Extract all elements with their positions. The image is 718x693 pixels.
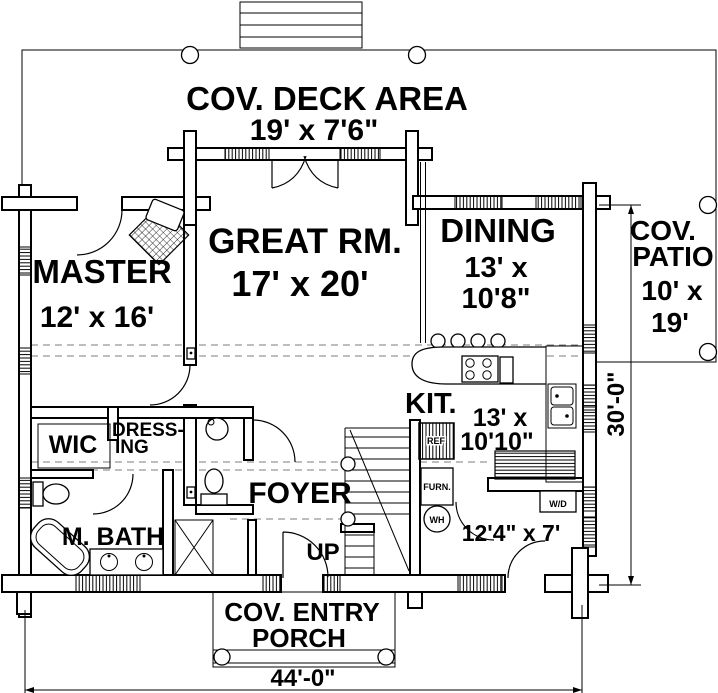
toilet	[33, 482, 69, 506]
vanity	[90, 549, 163, 575]
log-post	[406, 131, 418, 225]
log-end	[572, 548, 588, 618]
wall-master-top	[2, 197, 77, 210]
window	[19, 247, 31, 275]
newel-post	[341, 512, 355, 526]
label-deck-dims: 19' x 7'6"	[249, 114, 379, 147]
door-arc-master	[150, 365, 190, 405]
deck-steps	[240, 2, 362, 48]
window	[583, 325, 596, 353]
bar-stool	[471, 334, 485, 348]
washer-dryer-label: W/D	[549, 499, 567, 509]
window	[76, 575, 140, 592]
window	[19, 478, 31, 508]
door-arc-bath2	[253, 420, 295, 462]
bar-stool	[491, 334, 505, 348]
label-depth-dimension: 30'-0"	[603, 371, 630, 437]
patio-post	[700, 197, 717, 214]
deck-post	[409, 47, 426, 64]
porch-post	[378, 649, 394, 665]
wall-bottom	[2, 575, 281, 592]
dishwasher	[500, 357, 513, 383]
stair-break-line	[350, 430, 409, 571]
label-greatroom-title: GREAT RM.	[208, 222, 402, 261]
window	[583, 517, 596, 547]
window	[583, 385, 596, 407]
wall-bath2-right	[244, 418, 253, 460]
water-heater-label: WH	[429, 515, 445, 525]
window	[583, 487, 596, 511]
window	[458, 575, 502, 592]
label-master-dims: 12' x 16'	[39, 301, 155, 334]
label-foyer: FOYER	[248, 477, 352, 510]
wall-bath2-bottom	[196, 505, 253, 514]
label-patio-line3: 10' x	[641, 275, 703, 306]
labels	[32, 80, 713, 692]
label-up: UP	[306, 539, 340, 566]
log-end	[17, 592, 31, 614]
label-mbath: M. BATH	[61, 523, 165, 551]
label-patio-line1: COV.	[630, 215, 696, 246]
window	[583, 410, 596, 432]
label-patio-line4: 19'	[651, 307, 689, 338]
bar-stool	[451, 334, 465, 348]
label-dressing-line2: ING	[115, 437, 149, 458]
cooktop	[462, 356, 498, 382]
label-patio-line2: PATIO	[632, 241, 714, 272]
porch-post	[214, 649, 230, 665]
window	[225, 148, 269, 160]
window	[455, 196, 502, 209]
label-porch-line1: COV. ENTRY	[224, 597, 380, 627]
wall-greatroom-top	[168, 148, 432, 160]
window-sidelight	[324, 575, 340, 592]
bar-stool	[431, 334, 445, 348]
label-kitchen-title: KIT.	[405, 388, 457, 420]
wall-master-divider	[184, 225, 196, 365]
wall-wic-bottom	[31, 470, 93, 478]
label-mudroom-dims: 12'4" x 7'	[461, 520, 561, 546]
dining-divider-line	[421, 162, 426, 343]
kitchen-sink	[548, 384, 576, 428]
window	[340, 148, 380, 160]
label-wic: WIC	[48, 431, 98, 459]
patio-post	[700, 344, 717, 361]
wall-foyer-left	[248, 520, 256, 575]
label-dining-dims2: 10'8"	[461, 283, 531, 315]
furnace-label: FURN.	[423, 482, 451, 492]
wall-dressing-top	[31, 407, 253, 418]
window-sidelight	[263, 575, 280, 592]
door-arc-mudroom	[508, 541, 545, 578]
label-master-title: MASTER	[32, 253, 172, 290]
label-kitchen-dims2: 10'10"	[460, 428, 534, 456]
deck-post	[182, 47, 199, 64]
wall-kitchen-south	[488, 478, 583, 491]
newel-post	[341, 457, 355, 471]
bath2-toilet	[201, 469, 227, 505]
door-arc-master-entry	[77, 210, 122, 255]
dressing-sink	[206, 418, 228, 440]
label-greatroom-dims: 17' x 20'	[231, 263, 369, 304]
label-deck-title: COV. DECK AREA	[186, 80, 468, 117]
log-post	[184, 131, 196, 225]
label-dressing-line1: DRESS-	[112, 420, 184, 441]
label-kitchen-dims1: 13' x	[472, 404, 528, 432]
door-arc-mbath	[93, 474, 133, 514]
wall-mbath-right	[163, 470, 173, 575]
window	[536, 196, 581, 209]
label-width-dimension: 44'-0"	[270, 665, 336, 692]
refrigerator-label: REF	[427, 436, 445, 446]
label-dining-dims1: 13' x	[464, 252, 528, 284]
label-porch-line2: PORCH	[252, 623, 346, 653]
label-dining-title: DINING	[440, 212, 556, 249]
log-end	[408, 592, 422, 608]
linen-closet	[175, 520, 213, 575]
window	[19, 348, 31, 374]
